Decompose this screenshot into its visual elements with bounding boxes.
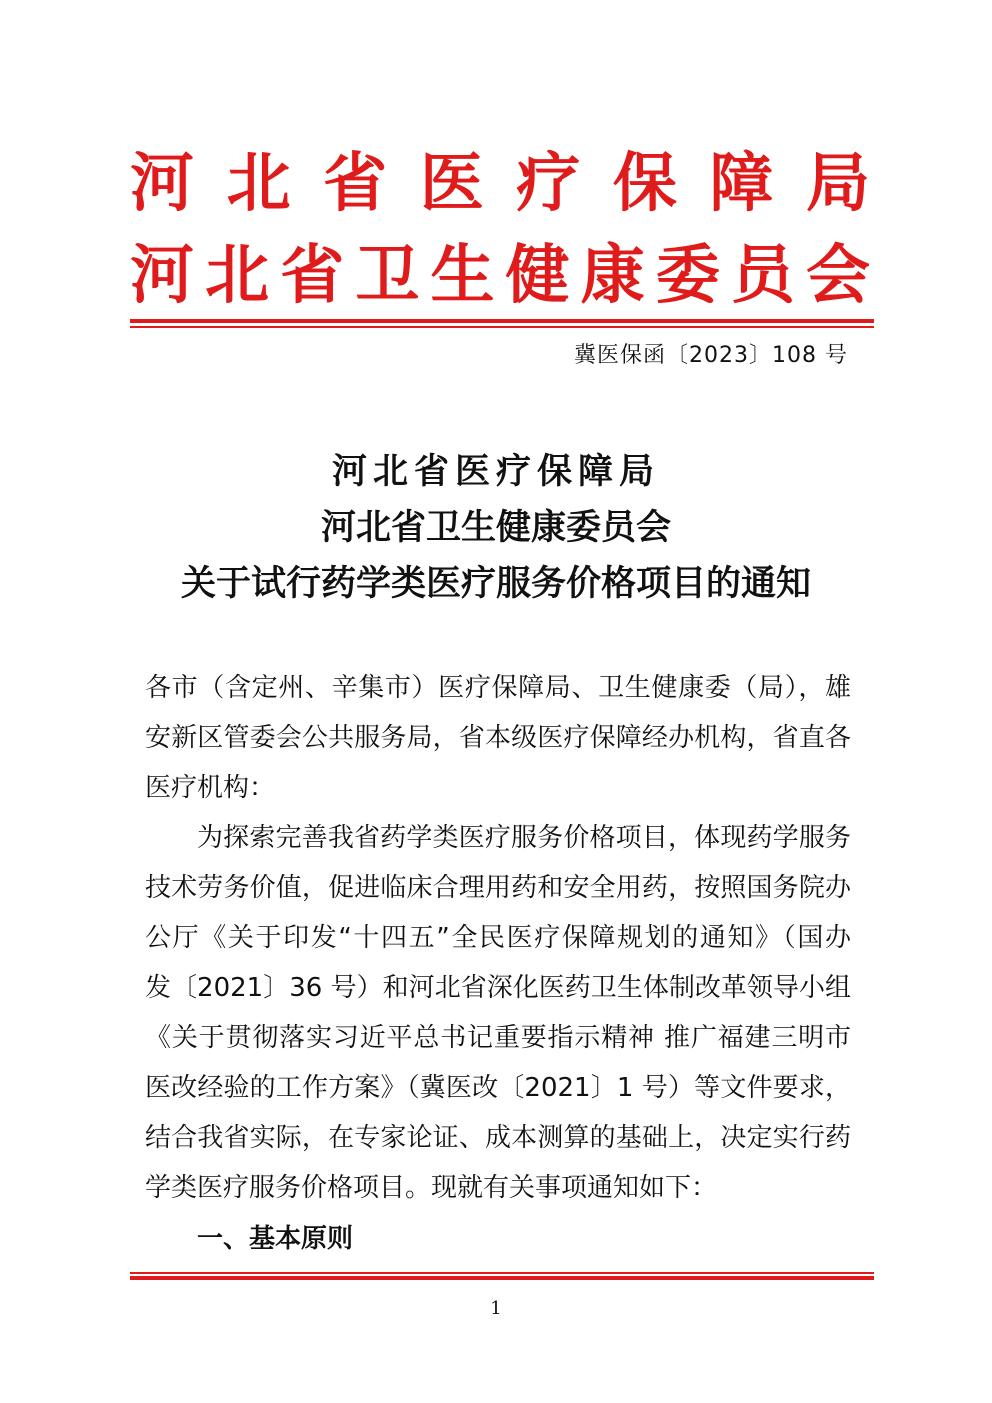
header-char: 委 bbox=[655, 238, 720, 313]
text-line: 为探索完善我省药学类医疗服务价格项目，体现药学服务 bbox=[197, 823, 851, 853]
document-title-line-1: 河北省医疗保障局 bbox=[331, 451, 660, 492]
header-char: 省 bbox=[280, 238, 345, 313]
header-char: 疗 bbox=[516, 146, 581, 221]
header-char: 员 bbox=[730, 238, 795, 313]
header-char: 省 bbox=[323, 146, 388, 221]
header-char: 障 bbox=[709, 146, 774, 221]
text-line: 安新区管委会公共服务局，省本级医疗保障经办机构，省直各 bbox=[145, 723, 851, 753]
header-char: 河 bbox=[130, 238, 194, 313]
text-line: 医疗机构： bbox=[145, 773, 276, 803]
header-char: 医 bbox=[419, 146, 484, 221]
page-number: 1 bbox=[490, 1298, 502, 1319]
header-char: 保 bbox=[612, 146, 677, 221]
body-paragraph bbox=[145, 813, 851, 1213]
header-char: 北 bbox=[226, 146, 291, 221]
document-title-line-2: 河北省卫生健康委员会 bbox=[320, 507, 671, 548]
header-char: 生 bbox=[430, 238, 495, 313]
red-divider-top-thick bbox=[130, 319, 874, 323]
header-char: 河 bbox=[130, 146, 194, 221]
issuer-header-line-2 bbox=[130, 238, 870, 313]
text-line: 公厅《关于印发“十四五”全民医疗保障规划的通知》（国办 bbox=[145, 923, 851, 953]
header-char: 北 bbox=[205, 238, 270, 313]
text-line: 发〔2021〕36 号）和河北省深化医药卫生体制改革领导小组 bbox=[145, 973, 851, 1003]
document-title-line-3: 关于试行药学类医疗服务价格项目的通知 bbox=[180, 563, 811, 604]
red-divider-bottom-thick bbox=[130, 1276, 874, 1280]
header-char: 健 bbox=[505, 238, 570, 313]
text-line: 学类医疗服务价格项目。现就有关事项通知如下： bbox=[145, 1173, 718, 1203]
section-heading: 一、基本原则 bbox=[197, 1224, 354, 1254]
header-char: 卫 bbox=[355, 238, 420, 313]
text-line: 《关于贯彻落实习近平总书记重要指示精神 推广福建三明市 bbox=[145, 1023, 851, 1053]
red-divider-bottom-thin bbox=[130, 1272, 874, 1274]
issuer-header-line-1 bbox=[130, 146, 870, 221]
header-char: 会 bbox=[805, 238, 870, 313]
header-char: 康 bbox=[580, 238, 645, 313]
red-divider-top-thin bbox=[130, 326, 874, 328]
text-line: 医改经验的工作方案》（冀医改〔2021〕1 号）等文件要求， bbox=[145, 1073, 851, 1103]
document-number: 冀医保函〔2023〕108 号 bbox=[574, 343, 848, 368]
text-line: 各市（含定州、辛集市）医疗保障局、卫生健康委（局），雄 bbox=[145, 673, 851, 703]
addressee-block bbox=[145, 663, 851, 813]
text-line: 技术劳务价值，促进临床合理用药和安全用药，按照国务院办 bbox=[145, 873, 851, 903]
header-char: 局 bbox=[805, 146, 870, 221]
text-line: 结合我省实际，在专家论证、成本测算的基础上，决定实行药 bbox=[145, 1123, 851, 1153]
